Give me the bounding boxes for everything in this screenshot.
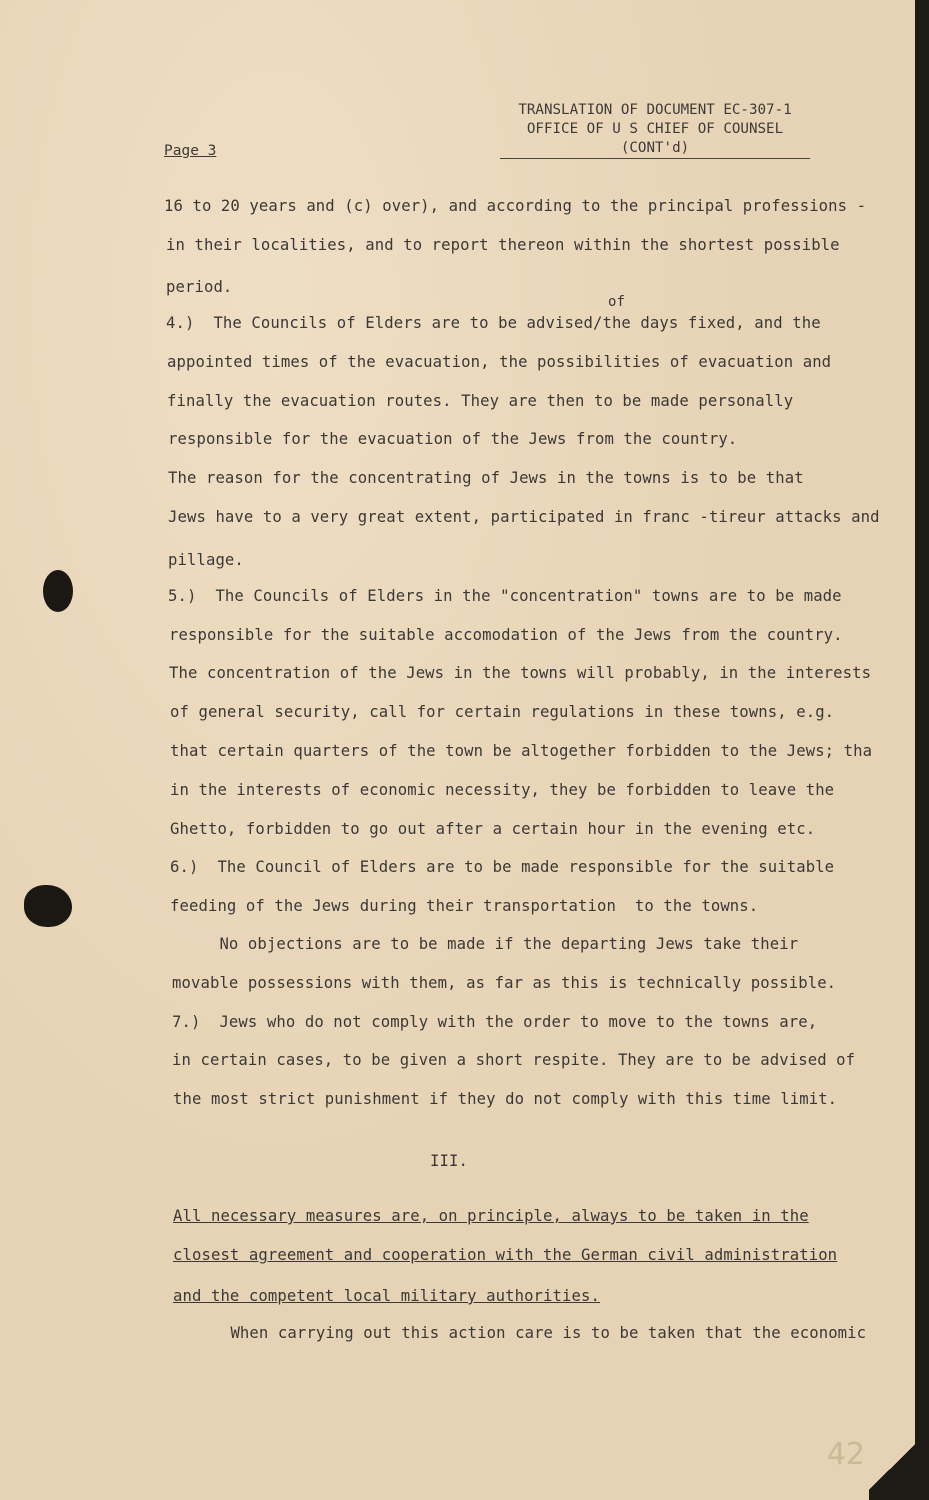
body-line: appointed times of the evacuation, the possibilities of evacuation and: [167, 353, 832, 371]
punch-hole: [43, 570, 73, 612]
interlinear-insert: of: [608, 294, 626, 310]
body-line: 4.) The Councils of Elders are to be advised/the days fixed, and the: [166, 314, 821, 332]
body-line: in certain cases, to be given a short respite. They are to be advised of: [172, 1051, 856, 1069]
body-line: The reason for the concentrating of Jews in the towns is to be that: [168, 469, 804, 487]
torn-corner: [869, 1420, 929, 1500]
body-line: movable possessions with them, as far as this is technically possible.: [172, 974, 837, 992]
body-line: pillage.: [168, 551, 244, 569]
body-line: Jews have to a very great extent, participated in franc -tireur attacks and: [168, 508, 880, 526]
body-line: finally the evacuation routes. They are then to be made personally: [167, 392, 794, 410]
handwritten-page-number: 42: [826, 1437, 865, 1472]
underlined-line: closest agreement and cooperation with the German civil administration: [173, 1246, 838, 1264]
underlined-line: and the competent local military authorities.: [173, 1287, 600, 1305]
body-line: of general security, call for certain regulations in these towns, e.g.: [170, 703, 835, 721]
body-line: in the interests of economic necessity, they be forbidden to leave the: [170, 781, 835, 799]
body-line: the most strict punishment if they do not comply with this time limit.: [173, 1090, 838, 1108]
body-line: The concentration of the Jews in the towns will probably, in the interests: [169, 664, 872, 682]
punch-hole: [24, 885, 72, 927]
body-line: in their localities, and to report thereon within the shortest possible: [166, 236, 840, 254]
body-line: period.: [166, 278, 233, 296]
body-line: responsible for the evacuation of the Jews from the country.: [168, 430, 738, 448]
document-header: [500, 101, 810, 160]
header-office: OFFICE OF U S CHIEF OF COUNSEL: [526, 121, 784, 137]
body-line: No objections are to be made if the departing Jews take their: [172, 935, 799, 953]
body-line: Ghetto, forbidden to go out after a certain hour in the evening etc.: [170, 820, 816, 838]
header-title: TRANSLATION OF DOCUMENT EC-307-1: [518, 102, 792, 118]
body-line: 16 to 20 years and (c) over), and according to the principal professions -: [164, 197, 867, 215]
header-rule: [500, 158, 810, 159]
body-line: 5.) The Councils of Elders in the "concentration" towns are to be made: [168, 587, 842, 605]
section-heading: III.: [430, 1152, 468, 1170]
page-number: Page 3: [164, 143, 217, 159]
body-line: 7.) Jews who do not comply with the order to move to the towns are,: [172, 1013, 818, 1031]
page-edge: [915, 0, 929, 1500]
header-continued: (CONT'd): [620, 140, 690, 156]
body-line: When carrying out this action care is to be taken that the economic: [183, 1324, 867, 1342]
underlined-line: All necessary measures are, on principle, always to be taken in the: [173, 1207, 809, 1225]
body-line: responsible for the suitable accomodation of the Jews from the country.: [169, 626, 843, 644]
body-line: that certain quarters of the town be altogether forbidden to the Jews; tha: [170, 742, 873, 760]
body-line: 6.) The Council of Elders are to be made responsible for the suitable: [170, 858, 835, 876]
body-line: feeding of the Jews during their transportation to the towns.: [170, 897, 759, 915]
